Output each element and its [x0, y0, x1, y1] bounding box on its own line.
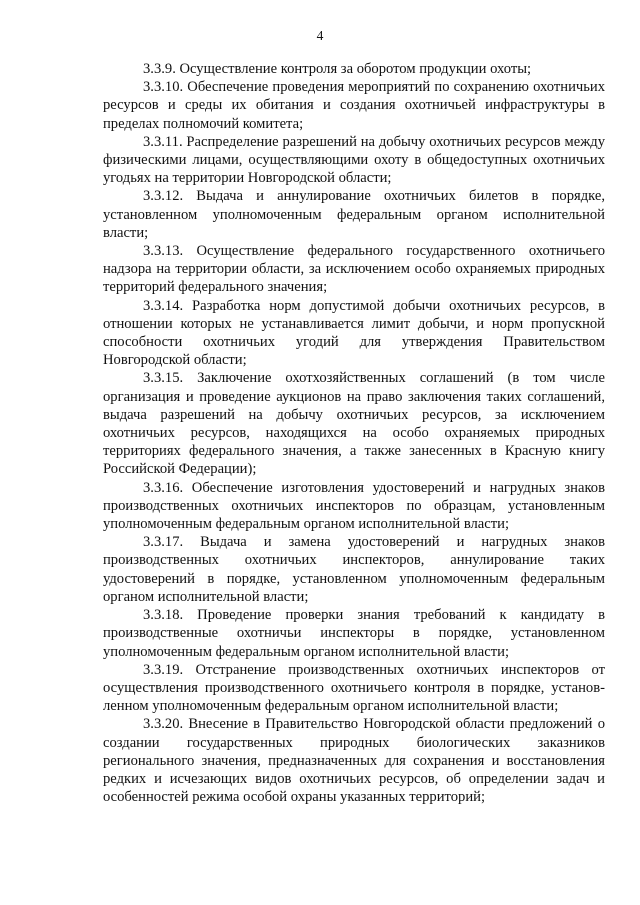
- paragraph-3-3-9: 3.3.9. Осуществление контроля за оборотом продукции охоты;: [143, 61, 532, 77]
- paragraph-3-3-10: 3.3.10. Обеспечение проведения мероприятий по сохранению охотничьих ресурсов и среды их обитания и создания охотничьей инфраструктуры в пределах полномочий комитета;: [103, 79, 605, 132]
- paragraph-3-3-15: 3.3.15. Заключение охотхозяйственных соглашений (в том числе организация и проведение аукционов на право заключения таких соглашений, выдача разрешений на добычу охотничьих ресурсов, за исключением охотничьих ресурсов, находящихся на особо охраняемых природных территориях федерального значения, а также занесенных в Красную книгу Российской Федерации);: [103, 370, 605, 478]
- paragraph-3-3-16: 3.3.16. Обеспечение изготовления удостоверений и нагрудных знаков производственных охотничьих инспекторов по образцам, установленным уполномоченным федеральным органом исполнительной власти;: [103, 479, 605, 533]
- paragraph-3-3-17: 3.3.17. Выдача и замена удостоверений и нагрудных знаков производственных охотничьих инспекторов, аннулирование таких удостоверений в порядке, установленном уполномоченным федеральным органом исполнительной власти;: [103, 534, 605, 605]
- page-number: 4: [316, 28, 324, 43]
- paragraph-3-3-13: 3.3.13. Осуществление федерального государственного охотничьего надзора на территории области, за исключением особо охраняемых природных территорий федерального значения;: [103, 243, 605, 296]
- paragraph-3-3-19: 3.3.19. Отстранение производственных охотничьих инспекторов от осуществления производственного охотничьего контроля в порядке, установленном уполномоченным федеральным органом исполнительной власти;: [103, 661, 605, 715]
- paragraph-3-3-20: 3.3.20. Внесение в Правительство Новгородской области предложений о создании государственных природных биологических заказников регионального значения, предназначенных для сохранения и восстановления редких и исчезающих видов охотничьих ресурсов, об определении задач и особенностей режима особой охраны указанных территорий;: [103, 716, 605, 806]
- paragraph-3-3-12: 3.3.12. Выдача и аннулирование охотничьих билетов в порядке, установленном уполномоченным федеральным органом исполнительной власти;: [103, 188, 605, 241]
- paragraph-3-3-11: 3.3.11. Распределение разрешений на добычу охотничьих ресурсов между физическими лицами, осуществляющими охоту в общедоступных охотничьих угодьях на территории Новгородской области;: [103, 133, 605, 187]
- paragraph-3-3-18: 3.3.18. Проведение проверки знания требований к кандидату в производственные охотничьи инспекторы в порядке, установленном уполномоченным федеральным органом исполнительной власти;: [103, 607, 605, 660]
- document-body: [103, 60, 605, 806]
- paragraph-3-3-14: 3.3.14. Разработка норм допустимой добычи охотничьих ресурсов, в отношении которых не устанавливается лимит добычи, и норм пропускной способности охотничьих угодий для утверждения Правительством Новгородской области;: [103, 297, 605, 369]
